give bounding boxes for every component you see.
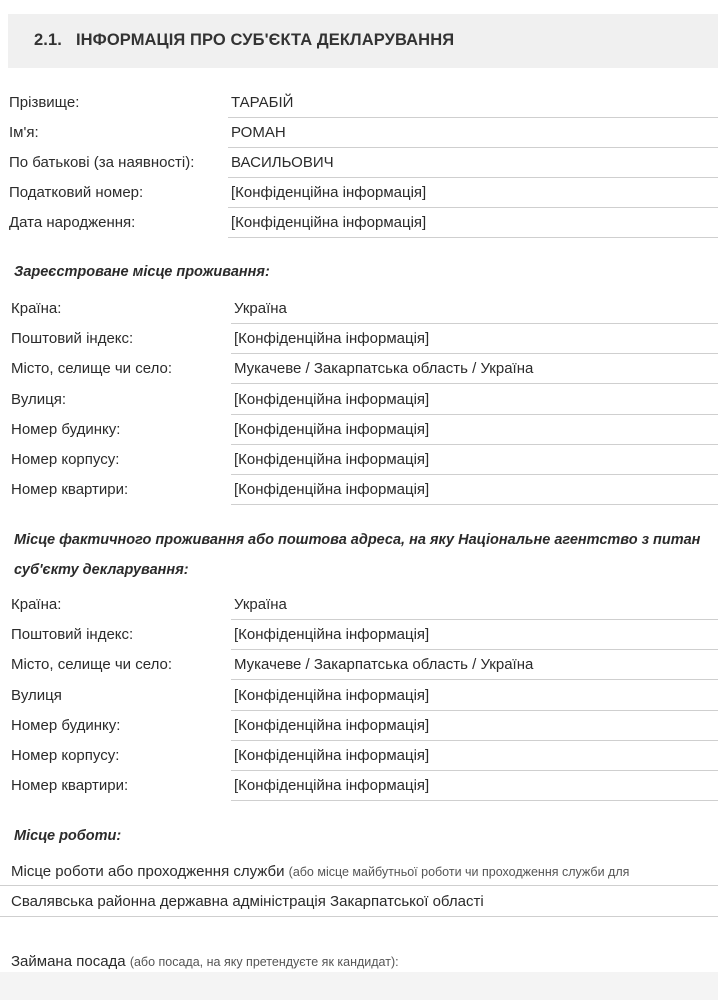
field-value: [Конфіденційна інформація] [228, 179, 718, 208]
field-value: [Конфіденційна інформація] [231, 712, 718, 741]
field-label: Поштовий індекс: [11, 626, 134, 643]
act-street-row [0, 682, 718, 712]
field-value: Мукачеве / Закарпатська область / Україна [231, 651, 718, 680]
field-value: Мукачеве / Закарпатська область / Україна [231, 355, 718, 384]
act-country-row [0, 591, 718, 621]
field-label: Вулиця: [11, 391, 67, 408]
section-title [34, 31, 454, 50]
position-note: (або посада, на яку претендуєте як кандидат): [129, 955, 399, 969]
field-label: Місто, селище чи село: [11, 656, 173, 673]
field-value: Україна [231, 295, 718, 324]
act-building-row [0, 742, 718, 772]
field-value: [Конфіденційна інформація] [231, 325, 718, 354]
field-label: Країна: [11, 300, 62, 317]
work-heading: Місце роботи: [14, 828, 122, 844]
field-value: [Конфіденційна інформація] [228, 209, 718, 238]
divider [0, 885, 718, 886]
field-label: Номер корпусу: [11, 451, 120, 468]
field-label: Номер будинку: [11, 717, 121, 734]
divider [0, 916, 718, 917]
patronymic-row [0, 149, 718, 179]
field-value: [Конфіденційна інформація] [231, 682, 718, 711]
work-place-note: (або місце майбутньої роботи чи проходження служби для [288, 865, 630, 879]
registered-residence-heading: Зареєстроване місце проживання: [14, 264, 270, 280]
field-label: Місто, селище чи село: [11, 360, 173, 377]
reg-apartment-row [0, 476, 718, 506]
surname-row [0, 89, 718, 119]
reg-city-row [0, 355, 718, 385]
position-label [11, 953, 399, 970]
work-place-label [11, 863, 629, 880]
reg-house-row [0, 416, 718, 446]
field-label: Вулиця [11, 687, 62, 704]
actual-residence-heading: Місце фактичного проживання або поштова адреса, на яку Національне агентство з питан [14, 532, 701, 548]
field-value: [Конфіденційна інформація] [231, 386, 718, 415]
work-place-value: Свалявська районна державна адміністрація Закарпатської області [11, 893, 484, 910]
field-label: Номер квартири: [11, 481, 129, 498]
field-value: [Конфіденційна інформація] [231, 416, 718, 445]
actual-residence-heading-cont: суб'єкту декларування: [14, 562, 189, 578]
field-value: [Конфіденційна інформація] [231, 476, 718, 505]
field-label: Номер квартири: [11, 777, 129, 794]
field-value: ТАРАБІЙ [228, 89, 718, 118]
field-value: Україна [231, 591, 718, 620]
act-city-row [0, 651, 718, 681]
reg-street-row [0, 386, 718, 416]
field-label: Поштовий індекс: [11, 330, 134, 347]
position-label-text: Займана посада [11, 953, 126, 970]
act-house-row [0, 712, 718, 742]
first-name-row [0, 119, 718, 149]
field-value: [Конфіденційна інформація] [231, 742, 718, 771]
act-postal-code-row [0, 621, 718, 651]
field-label: По батькові (за наявності): [9, 154, 195, 171]
field-label: Податковий номер: [9, 184, 144, 201]
bottom-edge [0, 972, 718, 1000]
field-value: [Конфіденційна інформація] [231, 446, 718, 475]
field-value: [Конфіденційна інформація] [231, 772, 718, 801]
birth-date-row [0, 209, 718, 239]
field-value: РОМАН [228, 119, 718, 148]
reg-postal-code-row [0, 325, 718, 355]
section-number: 2.1. [34, 31, 62, 49]
tax-number-row [0, 179, 718, 209]
field-label: Дата народження: [9, 214, 136, 231]
field-value: [Конфіденційна інформація] [231, 621, 718, 650]
field-label: Ім'я: [9, 124, 39, 141]
work-place-label-text: Місце роботи або проходження служби [11, 863, 285, 880]
field-label: Номер корпусу: [11, 747, 120, 764]
field-value: ВАСИЛЬОВИЧ [228, 149, 718, 178]
act-apartment-row [0, 772, 718, 802]
field-label: Прізвище: [9, 94, 80, 111]
field-label: Номер будинку: [11, 421, 121, 438]
section-header [8, 14, 718, 68]
reg-country-row [0, 295, 718, 325]
section-title-text: ІНФОРМАЦІЯ ПРО СУБ'ЄКТА ДЕКЛАРУВАННЯ [75, 31, 455, 49]
reg-building-row [0, 446, 718, 476]
field-label: Країна: [11, 596, 62, 613]
